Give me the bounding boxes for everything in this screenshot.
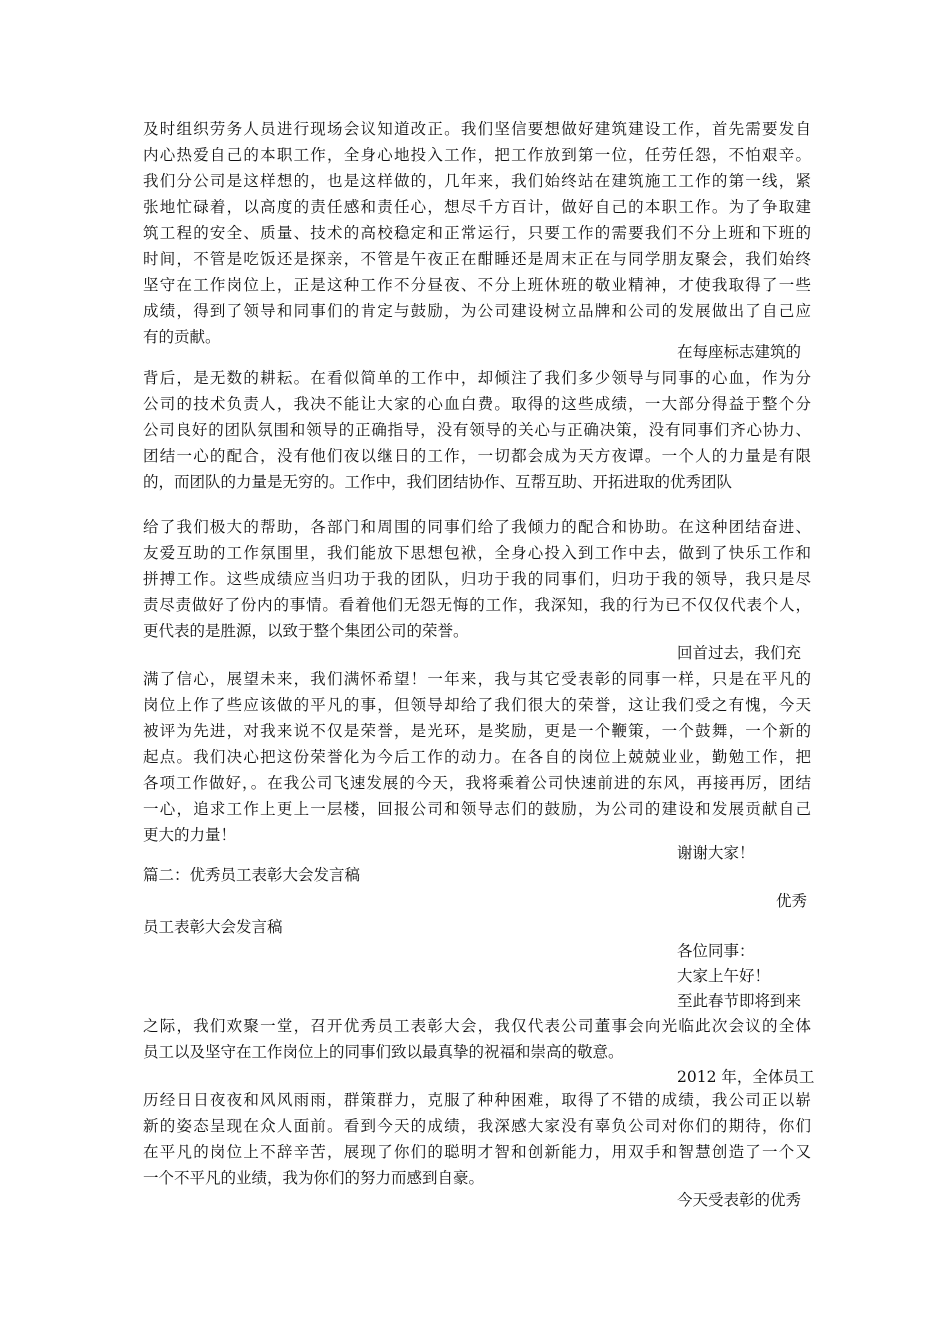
- text-line: 给了我们极大的帮助，各部门和周围的同事们给了我倾力的配合和协助。在这种团结奋进、: [143, 518, 811, 536]
- text-line: 今天受表彰的优秀: [677, 1191, 802, 1209]
- text-line: 在平凡的岗位上不辞辛苦，展现了你们的聪明才智和创新能力，用双手和智慧创造了一个又: [143, 1143, 811, 1161]
- text-line: 起点。我们决心把这份荣誉化为今后工作的动力。在各自的岗位上兢兢业业，勤勉工作，把: [143, 748, 811, 766]
- text-line: 在每座标志建筑的: [677, 343, 802, 361]
- text-line: 公司良好的团队氛围和领导的正确指导，没有领导的关心与正确决策，没有同事们齐心协力、: [143, 421, 811, 439]
- text-line: 一个不平凡的业绩，我为你们的努力而感到自豪。: [143, 1169, 485, 1187]
- text-line: 2012 年，全体员工: [677, 1068, 815, 1086]
- text-line: 员工以及坚守在工作岗位上的同事们致以最真挚的祝福和崇高的敬意。: [143, 1043, 624, 1061]
- text-line: 内心热爱自己的本职工作，全身心地投入工作，把工作放到第一位，任劳任怨，不怕艰辛。: [143, 146, 811, 164]
- text-line: 被评为先进，对我来说不仅是荣誉，是光环，是奖励，更是一个鞭策，一个鼓舞，一个新的: [143, 722, 811, 740]
- text-line: 之际，我们欢聚一堂，召开优秀员工表彰大会，我仅代表公司董事会向光临此次会议的全体: [143, 1017, 811, 1035]
- text-line: 成绩，得到了领导和同事们的肯定与鼓励，为公司建设树立品牌和公司的发展做出了自己应: [143, 302, 811, 320]
- text-line: 满了信心，展望未来，我们满怀希望！一年来，我与其它受表彰的同事一样，只是在平凡的: [143, 670, 811, 688]
- text-line: 我们分公司是这样想的，也是这样做的，几年来，我们始终站在建筑施工工作的第一线，紧: [143, 172, 811, 190]
- text-line: 友爱互助的工作氛围里，我们能放下思想包袱，全身心投入到工作中去，做到了快乐工作和: [143, 544, 811, 562]
- text-line: 各位同事：: [677, 942, 755, 960]
- text-line: 各项工作做好，。在我公司飞速发展的今天，我将乘着公司快速前进的东风，再接再厉，团结: [143, 774, 811, 792]
- text-line: 回首过去，我们充: [677, 644, 802, 662]
- text-line: 筑工程的安全、质量、技术的高校稳定和正常运行，只要工作的需要我们不分上班和下班的: [143, 224, 811, 242]
- text-line: 更代表的是胜源，以致于整个集团公司的荣誉。: [143, 622, 469, 640]
- text-line: 优秀: [776, 892, 808, 910]
- text-line: 新的姿态呈现在众人面前。看到今天的成绩，我深感大家没有辜负公司对你们的期待，你们: [143, 1117, 811, 1135]
- text-line: 更大的力量！: [143, 826, 237, 844]
- text-line: 坚守在工作岗位上，正是这种工作不分昼夜、不分上班休班的敬业精神，才使我取得了一些: [143, 276, 811, 294]
- text-line: 员工表彰大会发言稿: [143, 918, 283, 936]
- text-line: 背后，是无数的耕耘。在看似简单的工作中，却倾注了我们多少领导与同事的心血，作为分: [143, 369, 811, 387]
- text-line: 岗位上作了些应该做的平凡的事，但领导却给了我们很大的荣誉，这让我们受之有愧，今天: [143, 696, 811, 714]
- text-line: 公司的技术负责人，我决不能让大家的心血白费。取得的这些成绩，一大部分得益于整个分: [143, 395, 811, 413]
- text-line: 谢谢大家！: [677, 844, 755, 862]
- text-line: 团结一心的配合，没有他们夜以继日的工作，一切都会成为天方夜谭。一个人的力量是有限: [143, 447, 811, 465]
- text-line: 一心，追求工作上更上一层楼，回报公司和领导志们的鼓励，为公司的建设和发展贡献自己: [143, 800, 811, 818]
- text-line: 有的贡献。: [143, 328, 221, 346]
- text-line: 拼搏工作。这些成绩应当归功于我的团队，归功于我的同事们，归功于我的领导，我只是尽: [143, 570, 811, 588]
- text-line: 时间，不管是吃饭还是探亲，不管是午夜正在酣睡还是周末正在与同学朋友聚会，我们始终: [143, 250, 811, 268]
- text-line: 张地忙碌着，以高度的责任感和责任心，想尽千方百计，做好自己的本职工作。为了争取建: [143, 198, 811, 216]
- text-line: 责尽责做好了份内的事情。看着他们无怨无悔的工作，我深知，我的行为已不仅仅代表个人，: [143, 596, 811, 614]
- text-line: 历经日日夜夜和风风雨雨，群策群力，克服了种种困难，取得了不错的成绩，我公司正以崭: [143, 1091, 811, 1109]
- text-line: 大家上午好！: [677, 967, 771, 985]
- text-line: 至此春节即将到来: [677, 992, 802, 1010]
- text-line: 及时组织劳务人员进行现场会议知道改正。我们坚信要想做好建筑建设工作，首先需要发自: [143, 120, 811, 138]
- section-heading: 篇二：优秀员工表彰大会发言稿: [143, 866, 361, 884]
- text-line: 的，而团队的力量是无穷的。工作中，我们团结协作、互帮互助、开拓进取的优秀团队: [143, 473, 733, 491]
